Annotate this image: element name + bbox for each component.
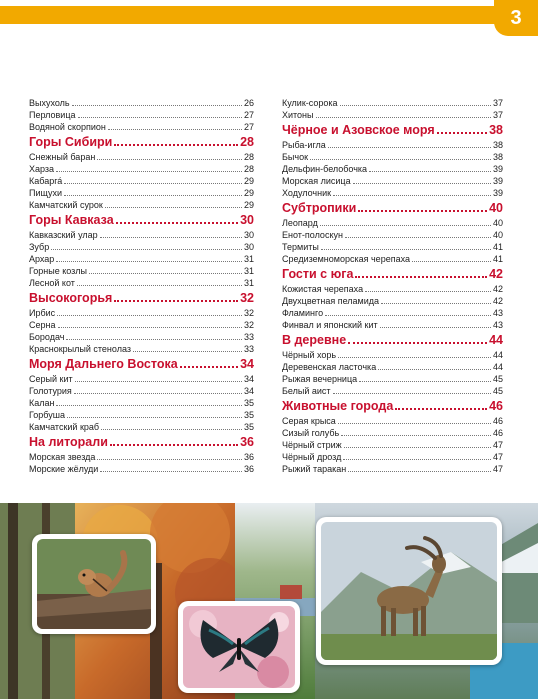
toc-entry [29, 163, 254, 175]
toc-entry [29, 151, 254, 163]
entry-title: Дельфин-белобочка [282, 164, 368, 174]
dot-leader [110, 444, 238, 446]
toc-entry [29, 307, 254, 319]
page-ref: 42 [492, 284, 503, 294]
dot-leader [105, 207, 242, 208]
dot-leader [114, 144, 238, 146]
toc-entry [282, 253, 503, 265]
page-ref: 47 [492, 440, 503, 450]
dot-leader [74, 393, 242, 394]
entry-title: Рыба-игла [282, 140, 326, 150]
toc-entry [29, 175, 254, 187]
toc-entry [282, 463, 503, 475]
dot-leader [369, 171, 491, 172]
entry-title: Харза [29, 164, 55, 174]
dot-leader [56, 405, 242, 406]
toc-entry [29, 343, 254, 355]
entry-title: Кулик-сорока [282, 98, 338, 108]
page-ref: 46 [492, 416, 503, 426]
entry-title: Хитоны [282, 110, 314, 120]
dot-leader [64, 183, 242, 184]
dot-leader [348, 342, 487, 344]
entry-title: Финвал и японский кит [282, 320, 378, 330]
top-accent-band [0, 6, 500, 24]
section-title: В деревне [282, 333, 347, 347]
page-ref: 44 [492, 350, 503, 360]
entry-title: Калан [29, 398, 55, 408]
page-ref: 32 [243, 308, 254, 318]
toc-left-column [29, 97, 254, 475]
entry-title: Выхухоль [29, 98, 70, 108]
dot-leader [338, 423, 491, 424]
page-ref: 40 [492, 230, 503, 240]
page-ref: 37 [492, 98, 503, 108]
dot-leader [320, 225, 491, 226]
entry-title: Кожистая черепаха [282, 284, 364, 294]
dot-leader [333, 393, 491, 394]
photo-strip [0, 503, 538, 699]
toc-entry [282, 427, 503, 439]
page-ref: 30 [243, 230, 254, 240]
dot-leader [133, 351, 242, 352]
toc-section-heading [282, 399, 503, 414]
entry-title: Серый кит [29, 374, 73, 384]
page-ref: 32 [240, 291, 254, 305]
entry-title: Краснокрылый стенолаз [29, 344, 131, 354]
page-ref: 36 [243, 464, 254, 474]
entry-title: Средиземноморская черепаха [282, 254, 410, 264]
page-ref: 46 [492, 428, 503, 438]
dot-leader [380, 327, 491, 328]
dot-leader [75, 381, 242, 382]
entry-title: Бородач [29, 332, 65, 342]
entry-title: Сизый голубь [282, 428, 340, 438]
toc-entry [29, 385, 254, 397]
dot-leader [359, 381, 491, 382]
entry-title: Ходулочник [282, 188, 332, 198]
dot-leader [51, 249, 242, 250]
entry-title: Двухцветная пеламида [282, 296, 380, 306]
dot-leader [412, 261, 491, 262]
toc-entry [29, 409, 254, 421]
page-ref: 45 [492, 386, 503, 396]
page-ref: 28 [240, 135, 254, 149]
toc-entry [282, 139, 503, 151]
section-title: Чёрное и Азовское моря [282, 123, 435, 137]
page-ref: 35 [243, 410, 254, 420]
toc-entry [282, 151, 503, 163]
page-ref: 29 [243, 188, 254, 198]
entry-title: Горные козлы [29, 266, 87, 276]
toc-entry [29, 109, 254, 121]
dot-leader [316, 117, 491, 118]
dot-leader [100, 237, 242, 238]
page-ref: 37 [492, 110, 503, 120]
mountain-goat-card [316, 517, 502, 665]
page-ref: 38 [492, 152, 503, 162]
dot-leader [344, 447, 491, 448]
page-ref: 34 [243, 374, 254, 384]
toc-entry [282, 163, 503, 175]
page-ref: 42 [489, 267, 503, 281]
page-ref: 31 [243, 254, 254, 264]
entry-title: Камчатский сурок [29, 200, 103, 210]
entry-title: Камчатский краб [29, 422, 100, 432]
dot-leader [348, 471, 491, 472]
entry-title: Ирбис [29, 308, 56, 318]
dot-leader [108, 129, 242, 130]
entry-title: Кавказский улар [29, 230, 98, 240]
page-ref: 34 [243, 386, 254, 396]
entry-title: Зубр [29, 242, 50, 252]
page-ref: 33 [243, 332, 254, 342]
section-title: Горы Кавказа [29, 213, 114, 227]
entry-title: Морские жёлуди [29, 464, 99, 474]
dot-leader [355, 276, 487, 278]
dot-leader [66, 339, 242, 340]
toc-entry [282, 307, 503, 319]
page-ref: 44 [492, 362, 503, 372]
butterfly-photo [183, 606, 295, 688]
toc-entry [282, 295, 503, 307]
entry-title: Морская звезда [29, 452, 96, 462]
toc-entry [282, 175, 503, 187]
page-ref: 40 [492, 218, 503, 228]
page-ref: 44 [489, 333, 503, 347]
dot-leader [338, 357, 491, 358]
toc-entry [282, 385, 503, 397]
page-ref: 42 [492, 296, 503, 306]
page-ref: 41 [492, 254, 503, 264]
page-ref: 45 [492, 374, 503, 384]
dot-leader [64, 195, 242, 196]
entry-title: Деревенская ласточка [282, 362, 377, 372]
toc-entry [29, 121, 254, 133]
page-ref: 46 [489, 399, 503, 413]
page-ref: 29 [243, 200, 254, 210]
toc-entry [29, 97, 254, 109]
toc-section-heading [29, 435, 254, 450]
toc-entry [282, 373, 503, 385]
entry-title: Белый аист [282, 386, 331, 396]
section-title: На литорали [29, 435, 108, 449]
page-ref: 31 [243, 266, 254, 276]
toc-section-heading [282, 201, 503, 216]
toc-entry [29, 199, 254, 211]
entry-title: Чёрный хорь [282, 350, 337, 360]
toc-section-heading [29, 357, 254, 372]
entry-title: Термиты [282, 242, 319, 252]
top-banner [0, 0, 538, 34]
toc-entry [282, 283, 503, 295]
toc-entry [29, 277, 254, 289]
entry-title: Чёрный дрозд [282, 452, 342, 462]
toc-entry [282, 361, 503, 373]
page-ref: 43 [492, 308, 503, 318]
dot-leader [395, 408, 487, 410]
chipmunk-card [32, 534, 156, 634]
dot-leader [340, 105, 491, 106]
entry-title: Перловица [29, 110, 76, 120]
page-ref: 47 [492, 464, 503, 474]
dot-leader [333, 195, 491, 196]
dot-leader [57, 315, 242, 316]
toc-section-heading [282, 333, 503, 348]
page-ref: 36 [243, 452, 254, 462]
dot-leader [67, 417, 242, 418]
section-title: Горы Сибири [29, 135, 113, 149]
entry-title: Рыжая вечерница [282, 374, 358, 384]
page-ref: 39 [492, 188, 503, 198]
section-title: Животные города [282, 399, 394, 413]
toc-section-heading [29, 291, 254, 306]
dot-leader [72, 105, 242, 106]
page-ref: 47 [492, 452, 503, 462]
dot-leader [58, 327, 242, 328]
dot-leader [100, 471, 242, 472]
page-ref: 27 [243, 110, 254, 120]
dot-leader [310, 159, 491, 160]
toc-entry [282, 241, 503, 253]
section-title: Моря Дальнего Востока [29, 357, 178, 371]
dot-leader [78, 117, 242, 118]
toc-entry [29, 331, 254, 343]
page-ref: 43 [492, 320, 503, 330]
dot-leader [114, 300, 238, 302]
page-ref: 28 [243, 152, 254, 162]
butterfly-card [178, 601, 300, 693]
toc-entry [282, 109, 503, 121]
dot-leader [180, 366, 238, 368]
dot-leader [56, 171, 242, 172]
toc-entry [282, 439, 503, 451]
entry-title: Бычок [282, 152, 309, 162]
entry-title: Лесной кот [29, 278, 75, 288]
entry-title: Водяной скорпион [29, 122, 106, 132]
toc-entry [282, 451, 503, 463]
toc-entry [282, 319, 503, 331]
entry-title: Серая крыса [282, 416, 336, 426]
toc-entry [29, 253, 254, 265]
toc-section-heading [282, 267, 503, 282]
entry-title: Леопард [282, 218, 318, 228]
toc-entry [29, 229, 254, 241]
page-number: 3 [510, 6, 522, 29]
page-ref: 38 [489, 123, 503, 137]
dot-leader [365, 291, 491, 292]
dot-leader [378, 369, 491, 370]
dot-leader [358, 210, 487, 212]
entry-title: Снежный баран [29, 152, 96, 162]
dot-leader [97, 159, 242, 160]
dot-leader [341, 435, 491, 436]
toc-entry [29, 373, 254, 385]
dot-leader [381, 303, 491, 304]
page-ref: 33 [243, 344, 254, 354]
entry-title: Чёрный стриж [282, 440, 342, 450]
page-ref: 30 [243, 242, 254, 252]
toc-section-heading [29, 135, 254, 150]
page-ref: 40 [489, 201, 503, 215]
entry-title: Пищухи [29, 188, 63, 198]
toc-entry [282, 217, 503, 229]
toc-entry [282, 187, 503, 199]
entry-title: Морская лисица [282, 176, 351, 186]
dot-leader [97, 459, 242, 460]
page-ref: 39 [492, 164, 503, 174]
section-title: Субтропики [282, 201, 357, 215]
dot-leader [77, 285, 242, 286]
entry-title: Горбуша [29, 410, 65, 420]
section-title: Высокогорья [29, 291, 113, 305]
page-number-badge [494, 0, 538, 36]
page-ref: 30 [240, 213, 254, 227]
entry-title: Енот-полоскун [282, 230, 343, 240]
page-ref: 34 [240, 357, 254, 371]
entry-title: Голотурия [29, 386, 72, 396]
page-ref: 35 [243, 422, 254, 432]
mountain-goat-photo [321, 522, 497, 660]
dot-leader [328, 147, 491, 148]
dot-leader [353, 183, 491, 184]
page-ref: 38 [492, 140, 503, 150]
entry-title: Архар [29, 254, 55, 264]
entry-title: Кабарга́ [29, 176, 63, 186]
page-ref: 32 [243, 320, 254, 330]
dot-leader [437, 132, 487, 134]
toc-entry [29, 397, 254, 409]
section-title: Гости с юга [282, 267, 354, 281]
dot-leader [89, 273, 242, 274]
entry-title: Рыжий таракан [282, 464, 347, 474]
page-ref: 41 [492, 242, 503, 252]
page-ref: 35 [243, 398, 254, 408]
toc-entry [29, 421, 254, 433]
dot-leader [321, 249, 491, 250]
page-ref: 27 [243, 122, 254, 132]
toc-entry [282, 349, 503, 361]
dot-leader [345, 237, 491, 238]
dot-leader [343, 459, 491, 460]
toc-entry [29, 187, 254, 199]
dot-leader [101, 429, 242, 430]
toc-entry [29, 451, 254, 463]
toc-section-heading [29, 213, 254, 228]
toc-entry [29, 265, 254, 277]
page-ref: 39 [492, 176, 503, 186]
entry-title: Серна [29, 320, 56, 330]
toc-entry [282, 415, 503, 427]
toc-entry [282, 229, 503, 241]
toc-entry [29, 463, 254, 475]
page-ref: 31 [243, 278, 254, 288]
dot-leader [116, 222, 238, 224]
toc-section-heading [282, 123, 503, 138]
toc-entry [29, 241, 254, 253]
toc-entry [282, 97, 503, 109]
chipmunk-photo [37, 539, 151, 629]
dot-leader [325, 315, 491, 316]
page-ref: 36 [240, 435, 254, 449]
toc-entry [29, 319, 254, 331]
dot-leader [56, 261, 242, 262]
page-ref: 29 [243, 176, 254, 186]
page-ref: 26 [243, 98, 254, 108]
toc-right-column [282, 97, 503, 475]
entry-title: Фламинго [282, 308, 324, 318]
page-ref: 28 [243, 164, 254, 174]
